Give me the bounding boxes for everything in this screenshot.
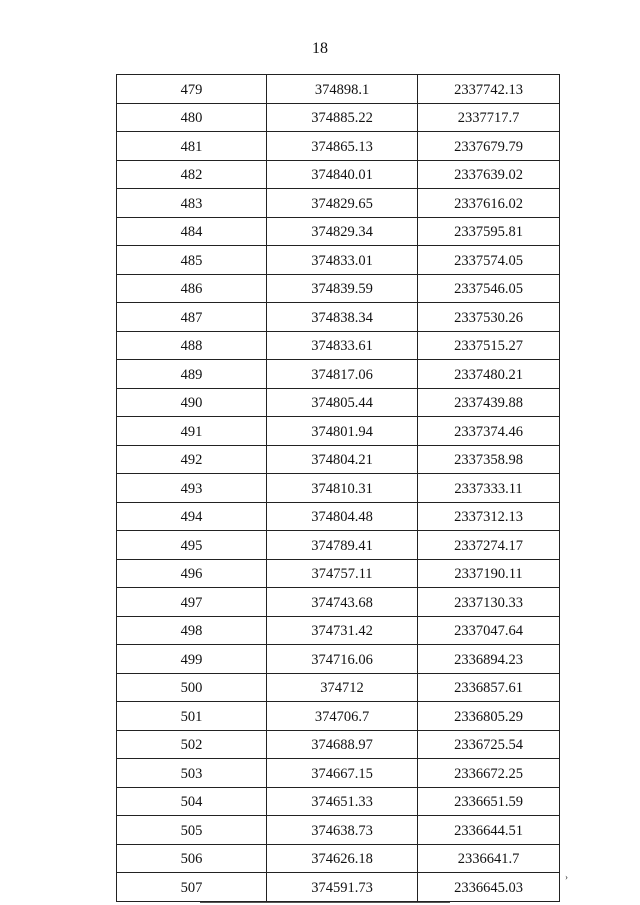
table-row (117, 559, 560, 588)
y-coordinate-cell: 2337595.81 (418, 217, 560, 246)
table-row (117, 217, 560, 246)
x-coordinate-cell: 374829.65 (267, 189, 418, 218)
page-number: 18 (312, 40, 328, 57)
x-coordinate-cell: 374804.21 (267, 445, 418, 474)
table-row (117, 873, 560, 902)
point-number-cell: 489 (117, 360, 267, 389)
x-coordinate-cell: 374898.1 (267, 75, 418, 104)
x-coordinate-cell: 374688.97 (267, 730, 418, 759)
table-row (117, 274, 560, 303)
x-coordinate-cell: 374839.59 (267, 274, 418, 303)
table-row (117, 189, 560, 218)
point-number-cell: 497 (117, 588, 267, 617)
point-number-cell: 483 (117, 189, 267, 218)
x-coordinate-cell: 374885.22 (267, 103, 418, 132)
y-coordinate-cell: 2337374.46 (418, 417, 560, 446)
table-row (117, 246, 560, 275)
y-coordinate-cell: 2336641.7 (418, 844, 560, 873)
x-coordinate-cell: 374865.13 (267, 132, 418, 161)
table-row (117, 388, 560, 417)
table-row (117, 502, 560, 531)
point-number-cell: 495 (117, 531, 267, 560)
y-coordinate-cell: 2336672.25 (418, 759, 560, 788)
x-coordinate-cell: 374838.34 (267, 303, 418, 332)
point-number-cell: 496 (117, 559, 267, 588)
table-row (117, 331, 560, 360)
x-coordinate-cell: 374591.73 (267, 873, 418, 902)
y-coordinate-cell: 2337616.02 (418, 189, 560, 218)
table-row (117, 616, 560, 645)
y-coordinate-cell: 2337358.98 (418, 445, 560, 474)
y-coordinate-cell: 2337274.17 (418, 531, 560, 560)
table-row (117, 132, 560, 161)
point-number-cell: 480 (117, 103, 267, 132)
table-row (117, 160, 560, 189)
table-row (117, 844, 560, 873)
y-coordinate-cell: 2336644.51 (418, 816, 560, 845)
coordinate-table (116, 74, 560, 902)
x-coordinate-cell: 374833.61 (267, 331, 418, 360)
table-row (117, 759, 560, 788)
point-number-cell: 499 (117, 645, 267, 674)
y-coordinate-cell: 2336805.29 (418, 702, 560, 731)
point-number-cell: 506 (117, 844, 267, 873)
y-coordinate-cell: 2337130.33 (418, 588, 560, 617)
table-row (117, 75, 560, 104)
y-coordinate-cell: 2337190.11 (418, 559, 560, 588)
y-coordinate-cell: 2336894.23 (418, 645, 560, 674)
point-number-cell: 507 (117, 873, 267, 902)
table-row (117, 103, 560, 132)
x-coordinate-cell: 374789.41 (267, 531, 418, 560)
point-number-cell: 494 (117, 502, 267, 531)
table-row (117, 588, 560, 617)
point-number-cell: 503 (117, 759, 267, 788)
x-coordinate-cell: 374833.01 (267, 246, 418, 275)
y-coordinate-cell: 2336857.61 (418, 673, 560, 702)
table-row (117, 474, 560, 503)
y-coordinate-cell: 2337639.02 (418, 160, 560, 189)
point-number-cell: 487 (117, 303, 267, 332)
y-coordinate-cell: 2337530.26 (418, 303, 560, 332)
y-coordinate-cell: 2337333.11 (418, 474, 560, 503)
y-coordinate-cell: 2337480.21 (418, 360, 560, 389)
x-coordinate-cell: 374801.94 (267, 417, 418, 446)
y-coordinate-cell: 2337312.13 (418, 502, 560, 531)
x-coordinate-cell: 374731.42 (267, 616, 418, 645)
x-coordinate-cell: 374626.18 (267, 844, 418, 873)
x-coordinate-cell: 374804.48 (267, 502, 418, 531)
table-row (117, 531, 560, 560)
point-number-cell: 492 (117, 445, 267, 474)
bottom-rule (200, 902, 450, 903)
table-row (117, 360, 560, 389)
table-row (117, 445, 560, 474)
y-coordinate-cell: 2337742.13 (418, 75, 560, 104)
y-coordinate-cell: 2337717.7 (418, 103, 560, 132)
table-row (117, 673, 560, 702)
point-number-cell: 485 (117, 246, 267, 275)
x-coordinate-cell: 374810.31 (267, 474, 418, 503)
table-row (117, 730, 560, 759)
point-number-cell: 491 (117, 417, 267, 446)
table-row (117, 787, 560, 816)
point-number-cell: 504 (117, 787, 267, 816)
y-coordinate-cell: 2337679.79 (418, 132, 560, 161)
x-coordinate-cell: 374840.01 (267, 160, 418, 189)
coordinate-table-body (117, 75, 560, 902)
y-coordinate-cell: 2337439.88 (418, 388, 560, 417)
table-row (117, 816, 560, 845)
y-coordinate-cell: 2337574.05 (418, 246, 560, 275)
point-number-cell: 505 (117, 816, 267, 845)
table-row (117, 645, 560, 674)
point-number-cell: 488 (117, 331, 267, 360)
point-number-cell: 493 (117, 474, 267, 503)
y-coordinate-cell: 2336725.54 (418, 730, 560, 759)
point-number-cell: 482 (117, 160, 267, 189)
footer-mark: › (565, 872, 568, 882)
point-number-cell: 479 (117, 75, 267, 104)
point-number-cell: 484 (117, 217, 267, 246)
point-number-cell: 498 (117, 616, 267, 645)
x-coordinate-cell: 374638.73 (267, 816, 418, 845)
table-row (117, 303, 560, 332)
x-coordinate-cell: 374706.7 (267, 702, 418, 731)
point-number-cell: 481 (117, 132, 267, 161)
x-coordinate-cell: 374712 (267, 673, 418, 702)
y-coordinate-cell: 2337546.05 (418, 274, 560, 303)
x-coordinate-cell: 374716.06 (267, 645, 418, 674)
x-coordinate-cell: 374651.33 (267, 787, 418, 816)
x-coordinate-cell: 374829.34 (267, 217, 418, 246)
table-row (117, 702, 560, 731)
x-coordinate-cell: 374757.11 (267, 559, 418, 588)
y-coordinate-cell: 2337515.27 (418, 331, 560, 360)
point-number-cell: 486 (117, 274, 267, 303)
y-coordinate-cell: 2336645.03 (418, 873, 560, 902)
x-coordinate-cell: 374805.44 (267, 388, 418, 417)
x-coordinate-cell: 374743.68 (267, 588, 418, 617)
point-number-cell: 490 (117, 388, 267, 417)
y-coordinate-cell: 2337047.64 (418, 616, 560, 645)
y-coordinate-cell: 2336651.59 (418, 787, 560, 816)
point-number-cell: 500 (117, 673, 267, 702)
point-number-cell: 501 (117, 702, 267, 731)
x-coordinate-cell: 374817.06 (267, 360, 418, 389)
point-number-cell: 502 (117, 730, 267, 759)
table-row (117, 417, 560, 446)
x-coordinate-cell: 374667.15 (267, 759, 418, 788)
